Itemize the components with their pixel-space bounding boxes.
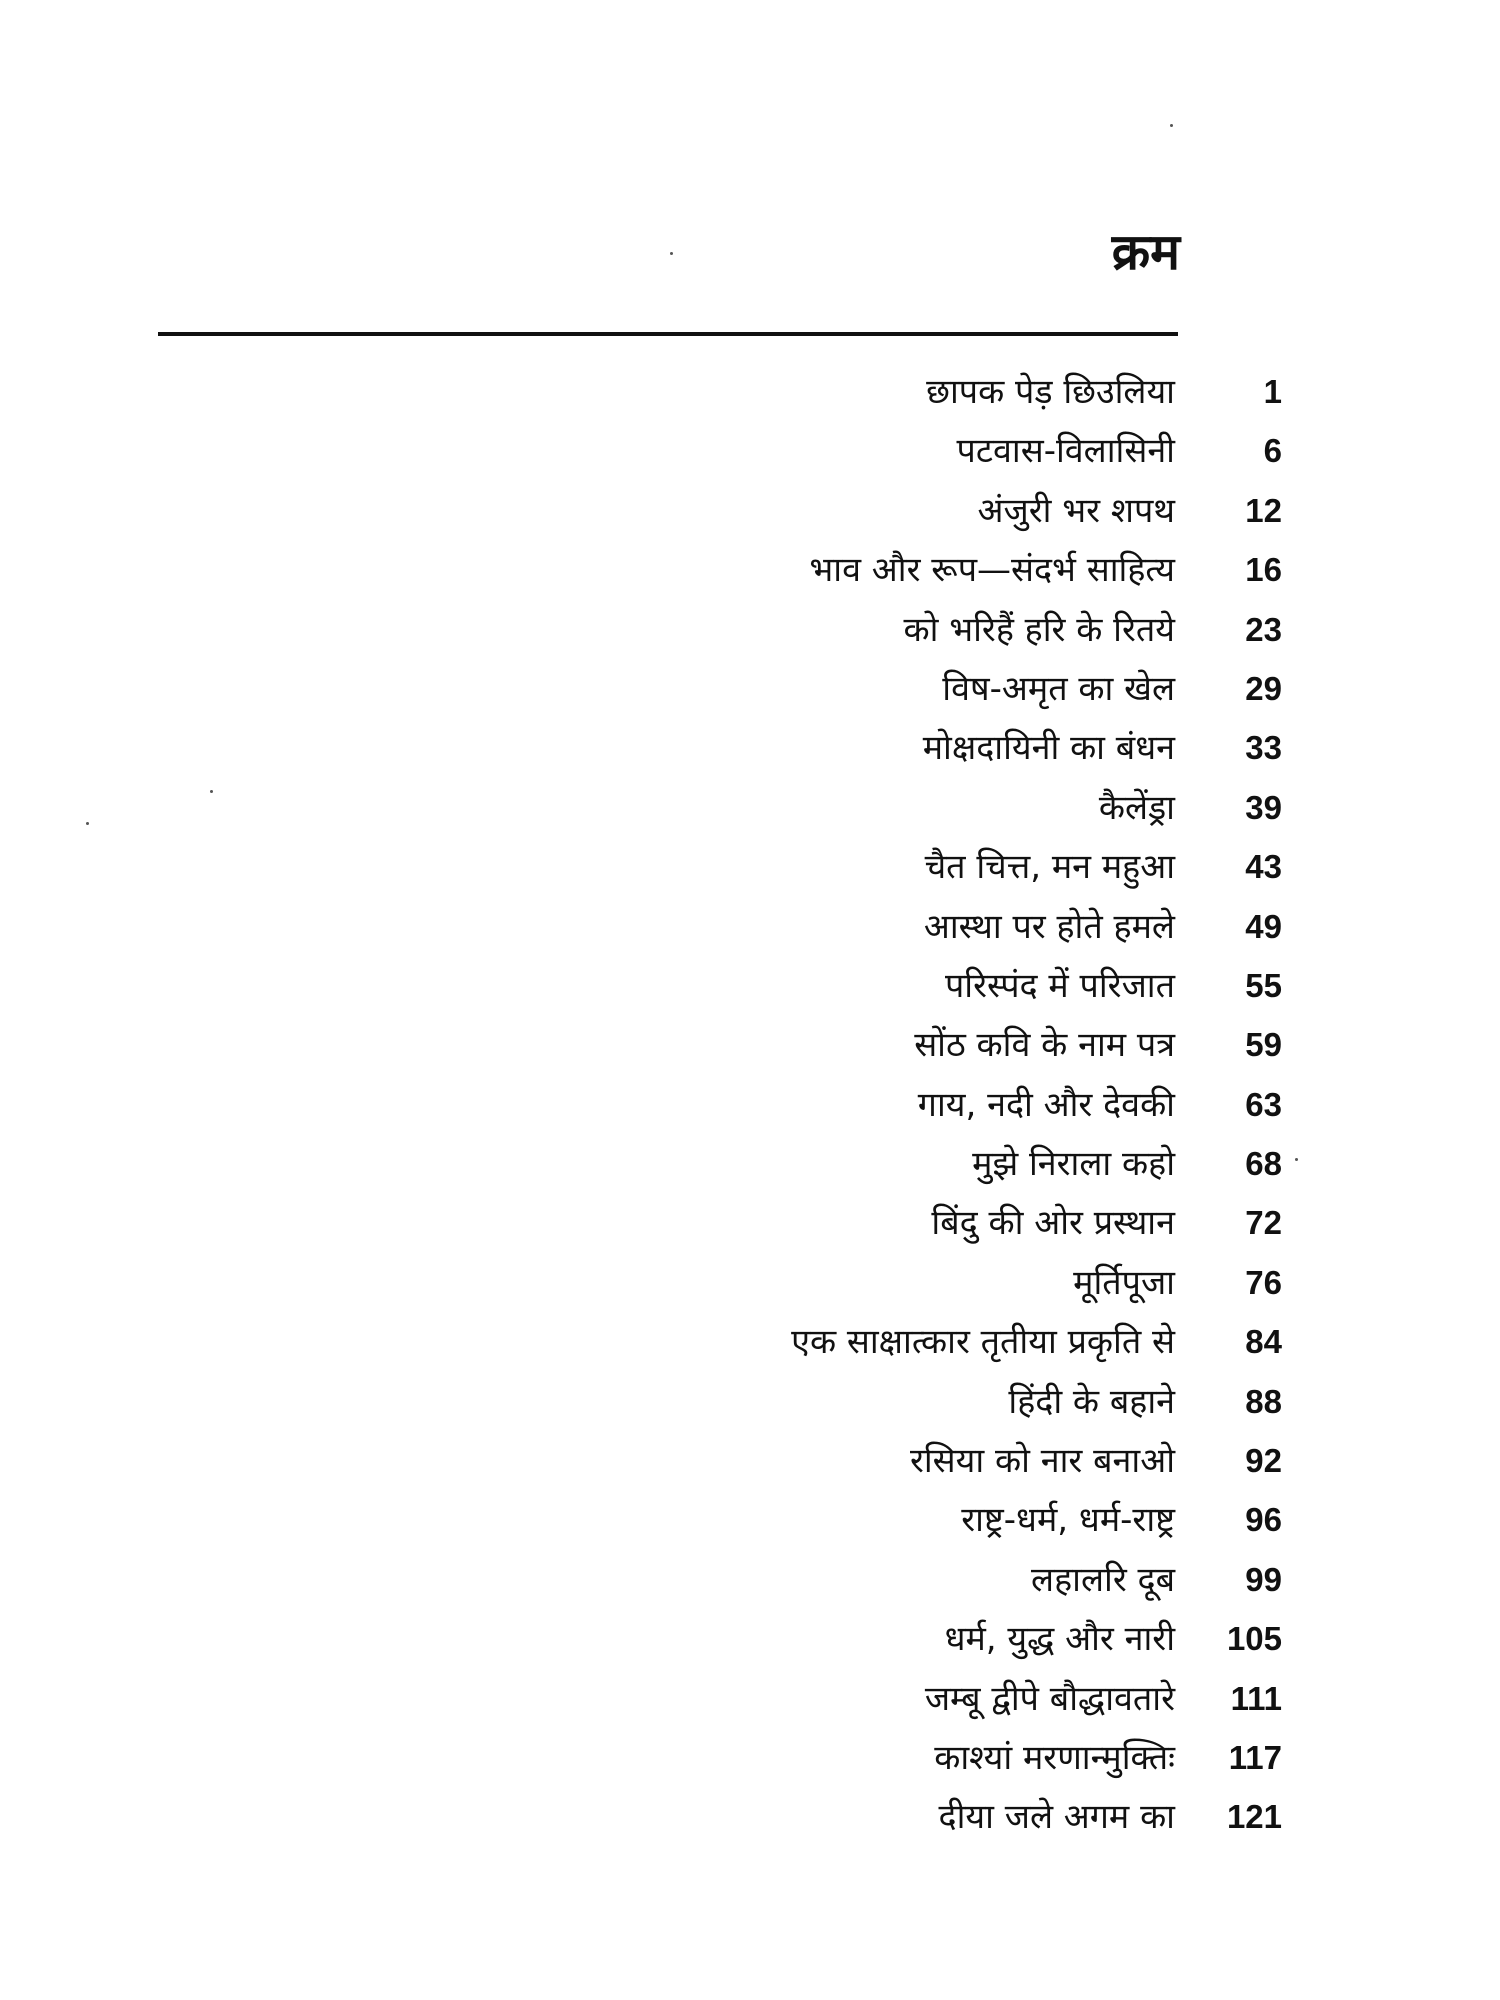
toc-entry xyxy=(0,485,1500,544)
toc-entry-page: 96 xyxy=(1245,1501,1282,1539)
toc-entry xyxy=(0,901,1500,960)
toc-entry-title: परिस्पंद में परिजात xyxy=(944,965,1175,1006)
toc-entry xyxy=(0,1435,1500,1494)
toc-entry-page: 117 xyxy=(1228,1738,1282,1776)
toc-entry xyxy=(0,425,1500,484)
toc-entry-title: छापक पेड़ छिउलिया xyxy=(926,372,1175,412)
toc-entry xyxy=(0,722,1500,781)
toc-entry xyxy=(0,1732,1500,1791)
toc-entry xyxy=(0,1079,1500,1138)
toc-entry xyxy=(0,544,1500,603)
toc-entry xyxy=(0,1554,1500,1613)
toc-entry-page: 23 xyxy=(1245,610,1282,648)
toc-entry-title: लहालरि दूब xyxy=(1031,1559,1175,1600)
toc-entry-page: 29 xyxy=(1245,669,1282,707)
toc-entry-page: 111 xyxy=(1230,1679,1282,1717)
toc-entry-page: 33 xyxy=(1245,729,1282,767)
toc-entry xyxy=(0,782,1500,841)
toc-entry-title: दीया जले अगम का xyxy=(938,1797,1175,1838)
scan-speck xyxy=(1295,1158,1298,1161)
toc-entry-page: 92 xyxy=(1245,1442,1282,1480)
scan-speck xyxy=(1170,124,1173,127)
toc-entry xyxy=(0,1197,1500,1256)
toc-entry-page: 59 xyxy=(1245,1026,1282,1064)
toc-entry-title: धर्म, युद्ध और नारी xyxy=(944,1619,1175,1660)
heading-divider xyxy=(158,332,1178,336)
toc-entry-title: गाय, नदी और देवकी xyxy=(917,1084,1175,1125)
scan-speck xyxy=(670,252,673,255)
contents-heading: क्रम xyxy=(1111,223,1180,281)
toc-entry-page: 105 xyxy=(1226,1620,1282,1658)
toc-entry-title: जम्बू द्वीपे बौद्धावतारे xyxy=(924,1678,1175,1719)
toc-entry xyxy=(0,663,1500,722)
toc-entry-page: 1 xyxy=(1263,373,1282,410)
toc-entry-title: मूर्तिपूजा xyxy=(1073,1262,1175,1303)
toc-entry xyxy=(0,1257,1500,1316)
toc-entry-title: बिंदु की ओर प्रस्थान xyxy=(931,1203,1175,1244)
toc-entry-title: हिंदी के बहाने xyxy=(1008,1381,1175,1422)
toc-entry xyxy=(0,604,1500,663)
toc-entry xyxy=(0,1138,1500,1197)
toc-entry-title: काश्यां मरणान्मुक्तिः xyxy=(934,1737,1175,1778)
toc-entry xyxy=(0,366,1500,425)
toc-entry xyxy=(0,1376,1500,1435)
toc-entry-page: 76 xyxy=(1245,1263,1282,1301)
toc-entry xyxy=(0,1494,1500,1553)
toc-entry-title: मुझे निराला कहो xyxy=(972,1144,1175,1185)
toc-entry-title: राष्ट्र-धर्म, धर्म-राष्ट्र xyxy=(961,1500,1175,1541)
toc-entry xyxy=(0,841,1500,900)
toc-entry-title: मोक्षदायिनी का बंधन xyxy=(922,728,1175,769)
table-of-contents xyxy=(0,366,1500,1851)
toc-entry-title: पटवास-विलासिनी xyxy=(956,431,1175,472)
toc-entry xyxy=(0,1613,1500,1672)
toc-entry-title: कैलेंड्रा xyxy=(1098,787,1175,828)
toc-entry xyxy=(0,1019,1500,1078)
toc-entry-title: एक साक्षात्कार तृतीया प्रकृति से xyxy=(791,1322,1175,1363)
toc-entry-title: सोंठ कवि के नाम पत्र xyxy=(914,1025,1175,1066)
toc-entry-page: 84 xyxy=(1245,1323,1282,1361)
toc-entry xyxy=(0,1673,1500,1732)
toc-entry-title: अंजुरी भर शपथ xyxy=(977,490,1175,531)
toc-entry xyxy=(0,1316,1500,1375)
toc-entry-page: 55 xyxy=(1245,966,1282,1004)
toc-entry-page: 43 xyxy=(1245,848,1282,886)
toc-entry-page: 16 xyxy=(1245,551,1282,589)
toc-entry-page: 72 xyxy=(1245,1204,1282,1242)
toc-entry xyxy=(0,960,1500,1019)
toc-entry-page: 68 xyxy=(1245,1145,1282,1183)
toc-entry-page: 39 xyxy=(1245,788,1282,826)
toc-entry-page: 88 xyxy=(1245,1382,1282,1420)
toc-entry-title: विष-अमृत का खेल xyxy=(942,668,1175,709)
scan-speck xyxy=(210,790,213,793)
toc-entry-title: आस्था पर होते हमले xyxy=(923,906,1175,947)
toc-entry-title: को भरिहैं हरि के रितये xyxy=(903,609,1175,650)
toc-entry-title: भाव और रूप—संदर्भ साहित्य xyxy=(809,550,1175,591)
toc-entry-page: 63 xyxy=(1245,1085,1282,1123)
toc-entry-title: रसिया को नार बनाओ xyxy=(909,1441,1175,1482)
toc-entry-page: 49 xyxy=(1245,907,1282,945)
toc-entry-title: चैत चित्त, मन महुआ xyxy=(924,847,1175,888)
toc-entry-page: 6 xyxy=(1263,432,1282,470)
scan-speck xyxy=(86,822,89,825)
toc-entry-page: 121 xyxy=(1226,1798,1282,1836)
toc-entry-page: 99 xyxy=(1245,1560,1282,1598)
toc-entry-page: 12 xyxy=(1245,491,1282,529)
toc-entry xyxy=(0,1791,1500,1850)
